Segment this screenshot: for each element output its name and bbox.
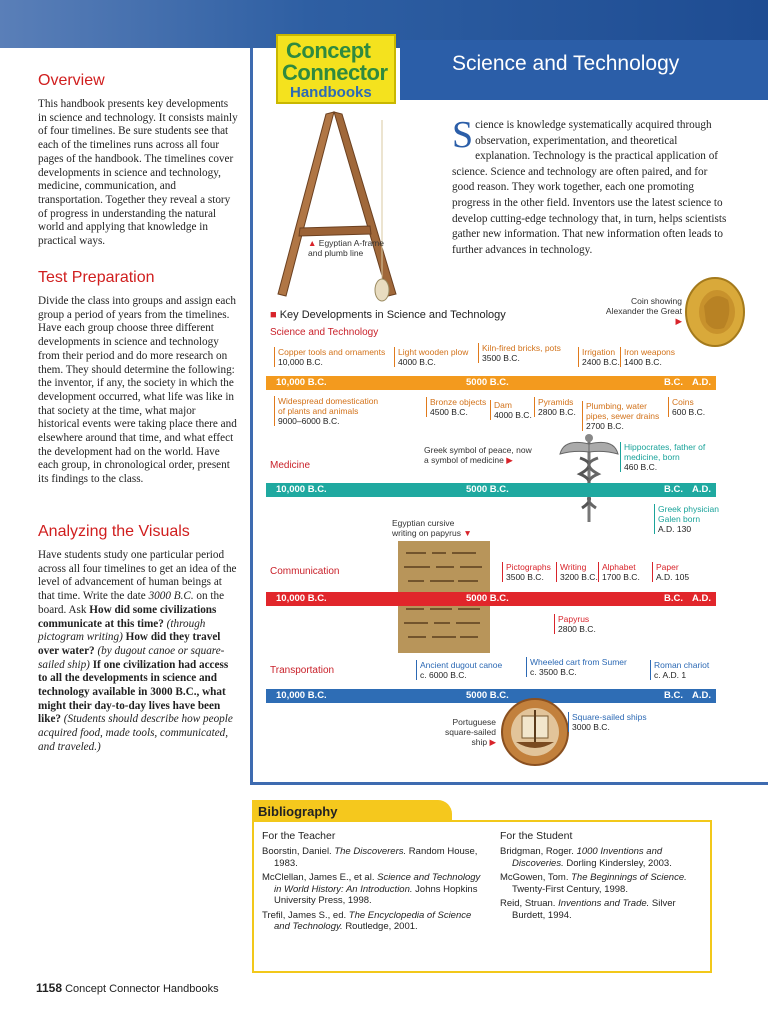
event-papyrus: Papyrus 2800 B.C. (554, 614, 596, 634)
student-entry: Reid, Struan. Inventions and Trade. Silver Burdett, 1994. (500, 898, 676, 921)
event-hippocrates: Hippocrates, father of medicine, born 460 B.C. (620, 442, 720, 472)
page-footer: 1158 Concept Connector Handbooks (36, 981, 219, 995)
ship-caption: Portuguese square-sailed ship ▶ (444, 717, 496, 747)
teacher-entry: McClellan, James E., et al. Science and Technology in World History: An Introduction. Johns Hopkins University Press, 1998. (262, 872, 481, 906)
event-dam: Dam 4000 B.C. (490, 400, 532, 420)
event-wheeled-cart: Wheeled cart from Sumer c. 3500 B.C. (526, 657, 627, 677)
caduceus-image (558, 432, 620, 524)
communication-label: Communication (270, 566, 340, 577)
medicine-label: Medicine (270, 460, 311, 471)
event-paper: Paper A.D. 105 (652, 562, 689, 582)
event-pyramids: Pyramids 2800 B.C. (534, 397, 576, 417)
student-entry: Bridgman, Roger. 1000 Inventions and Discoveries. Dorling Kindersley, 2003. (500, 846, 672, 869)
event-galen: Greek physician Galen born A.D. 130 (654, 504, 724, 534)
intro-paragraph: Science is knowledge systematically acquired through observation, experimentation, and theoretical explanation. Technology is the practical application of science. Science and technology are often paired, and for good reason. They work together, each one promoting progress in the other field. Inventors use the latest science to develop cutting-edge technology that, in turn, helps scientists gather new information. That new information often leads to further advances in technology. (452, 114, 727, 256)
teacher-list (262, 846, 482, 933)
event-irrigation: Irrigation 2400 B.C. (578, 347, 620, 367)
test-prep-text: Divide the class into groups and assign each group a period of years from the timelines. Have each group choose three different developments in science and technology from their period and do more research on them. They should determine the following: the inventor, if any, the society in which the development occurred, what life was like in that society at the time, what major historical events were taking place there and elsewhere around that time, and what effect the development had on the world. Have each group, in chronological order, present its findings to the class. (38, 295, 237, 486)
coin-image (684, 276, 746, 348)
event-copper-tools: Copper tools and ornaments 10,000 B.C. (274, 347, 385, 367)
event-light-wooden-plow: Light wooden plow 4000 B.C. (394, 347, 468, 367)
drop-cap: S (452, 114, 474, 156)
event-domestication: Widespread domestication of plants and animals 9000–6000 B.C. (274, 396, 384, 426)
teacher-entry: Trefil, James S., ed. The Encyclopedia of Science and Technology. Routledge, 2001. (262, 909, 472, 932)
teacher-entry: Boorstin, Daniel. The Discoverers. Random House, 1983. (262, 846, 478, 869)
transportation-label: Transportation (270, 665, 335, 676)
event-square-sailed-ships: Square-sailed ships 3000 B.C. (568, 712, 647, 732)
a-frame-illustration (270, 108, 400, 303)
overview-heading: Overview (38, 72, 105, 89)
page-number: 1158 (36, 981, 63, 995)
caduceus-caption: Greek symbol of peace, now a symbol of medicine ▶ (424, 445, 532, 465)
event-writing: Writing 3200 B.C. (556, 562, 598, 582)
communication-timeline-bar: 10,000 B.C. 5000 B.C. B.C. A.D. (266, 592, 716, 606)
medicine-timeline-bar: 10,000 B.C. 5000 B.C. B.C. A.D. (266, 483, 716, 497)
ship-image (500, 696, 570, 768)
frame-rule (250, 48, 253, 783)
logo-line1: Concept (286, 38, 371, 63)
overview-text: This handbook presents key developments in science and technology. It consists mainly of four timelines. Be sure students see that each of the timelines runs across all four pages of the handbook. The timelines cover developments in science and technology, medicine, communication, and transportation. Together they reveal a story of progress in understanding the natural world and applying that knowledge in practical ways. (38, 98, 238, 248)
event-coins: Coins 600 B.C. (668, 397, 705, 417)
event-dugout-canoe: Ancient dugout canoe c. 6000 B.C. (416, 660, 502, 680)
logo-line2: Connector (282, 60, 388, 85)
student-list (500, 846, 710, 921)
event-kiln-fired-bricks: Kiln-fired bricks, pots 3500 B.C. (478, 343, 561, 363)
logo-line3: Handbooks (290, 84, 372, 101)
coin-caption: Coin showing Alexander the Great ▶ (605, 296, 682, 326)
test-prep-heading: Test Preparation (38, 269, 155, 286)
student-entry: McGowen, Tom. The Beginnings of Science. Twenty-First Century, 1998. (500, 872, 687, 895)
science-label: Science and Technology (270, 327, 379, 338)
event-plumbing: Plumbing, water pipes, sewer drains 2700 B.C. (582, 401, 662, 431)
papyrus-caption: Egyptian cursive writing on papyrus ▼ (392, 518, 472, 538)
event-alphabet: Alphabet 1700 B.C. (598, 562, 640, 582)
concept-connector-logo (276, 34, 396, 104)
visuals-heading: Analyzing the Visuals (38, 523, 190, 540)
event-pictographs: Pictographs 3500 B.C. (502, 562, 551, 582)
transportation-timeline-bar: 10,000 B.C. 5000 B.C. B.C. A.D. (266, 689, 716, 703)
event-bronze-objects: Bronze objects 4500 B.C. (426, 397, 486, 417)
page-title: Science and Technology (452, 52, 680, 75)
bibliography-title: Bibliography (258, 804, 338, 819)
aframe-caption: ▲ Egyptian A-frame and plumb line (308, 238, 384, 258)
event-iron-weapons: Iron weapons 1400 B.C. (620, 347, 675, 367)
event-roman-chariot: Roman chariot c. A.D. 1 (650, 660, 709, 680)
student-heading: For the Student (500, 830, 573, 842)
timeline-heading: ■ Key Developments in Science and Technology (270, 309, 506, 321)
science-timeline-bar: 10,000 B.C. 5000 B.C. B.C. A.D. (266, 376, 716, 390)
teacher-heading: For the Teacher (262, 830, 336, 842)
frame-rule-bottom (250, 782, 768, 785)
visuals-text: Have students study one particular period across all four timelines to get an idea of the level of advancement of human beings at that time. Write the date 3000 B.C. on the board. Ask How did some civilizations communicate at this time? (through pictogram writing) How did they travel over water? (by dugout canoe or square-sailed ship) If one civilization had access to all the developments in science and technology available in 3000 B.C., what might their day-to-day lives have been like? (Students should describe how people acquired food, made tools, communicated, and traveled.) (38, 549, 237, 753)
